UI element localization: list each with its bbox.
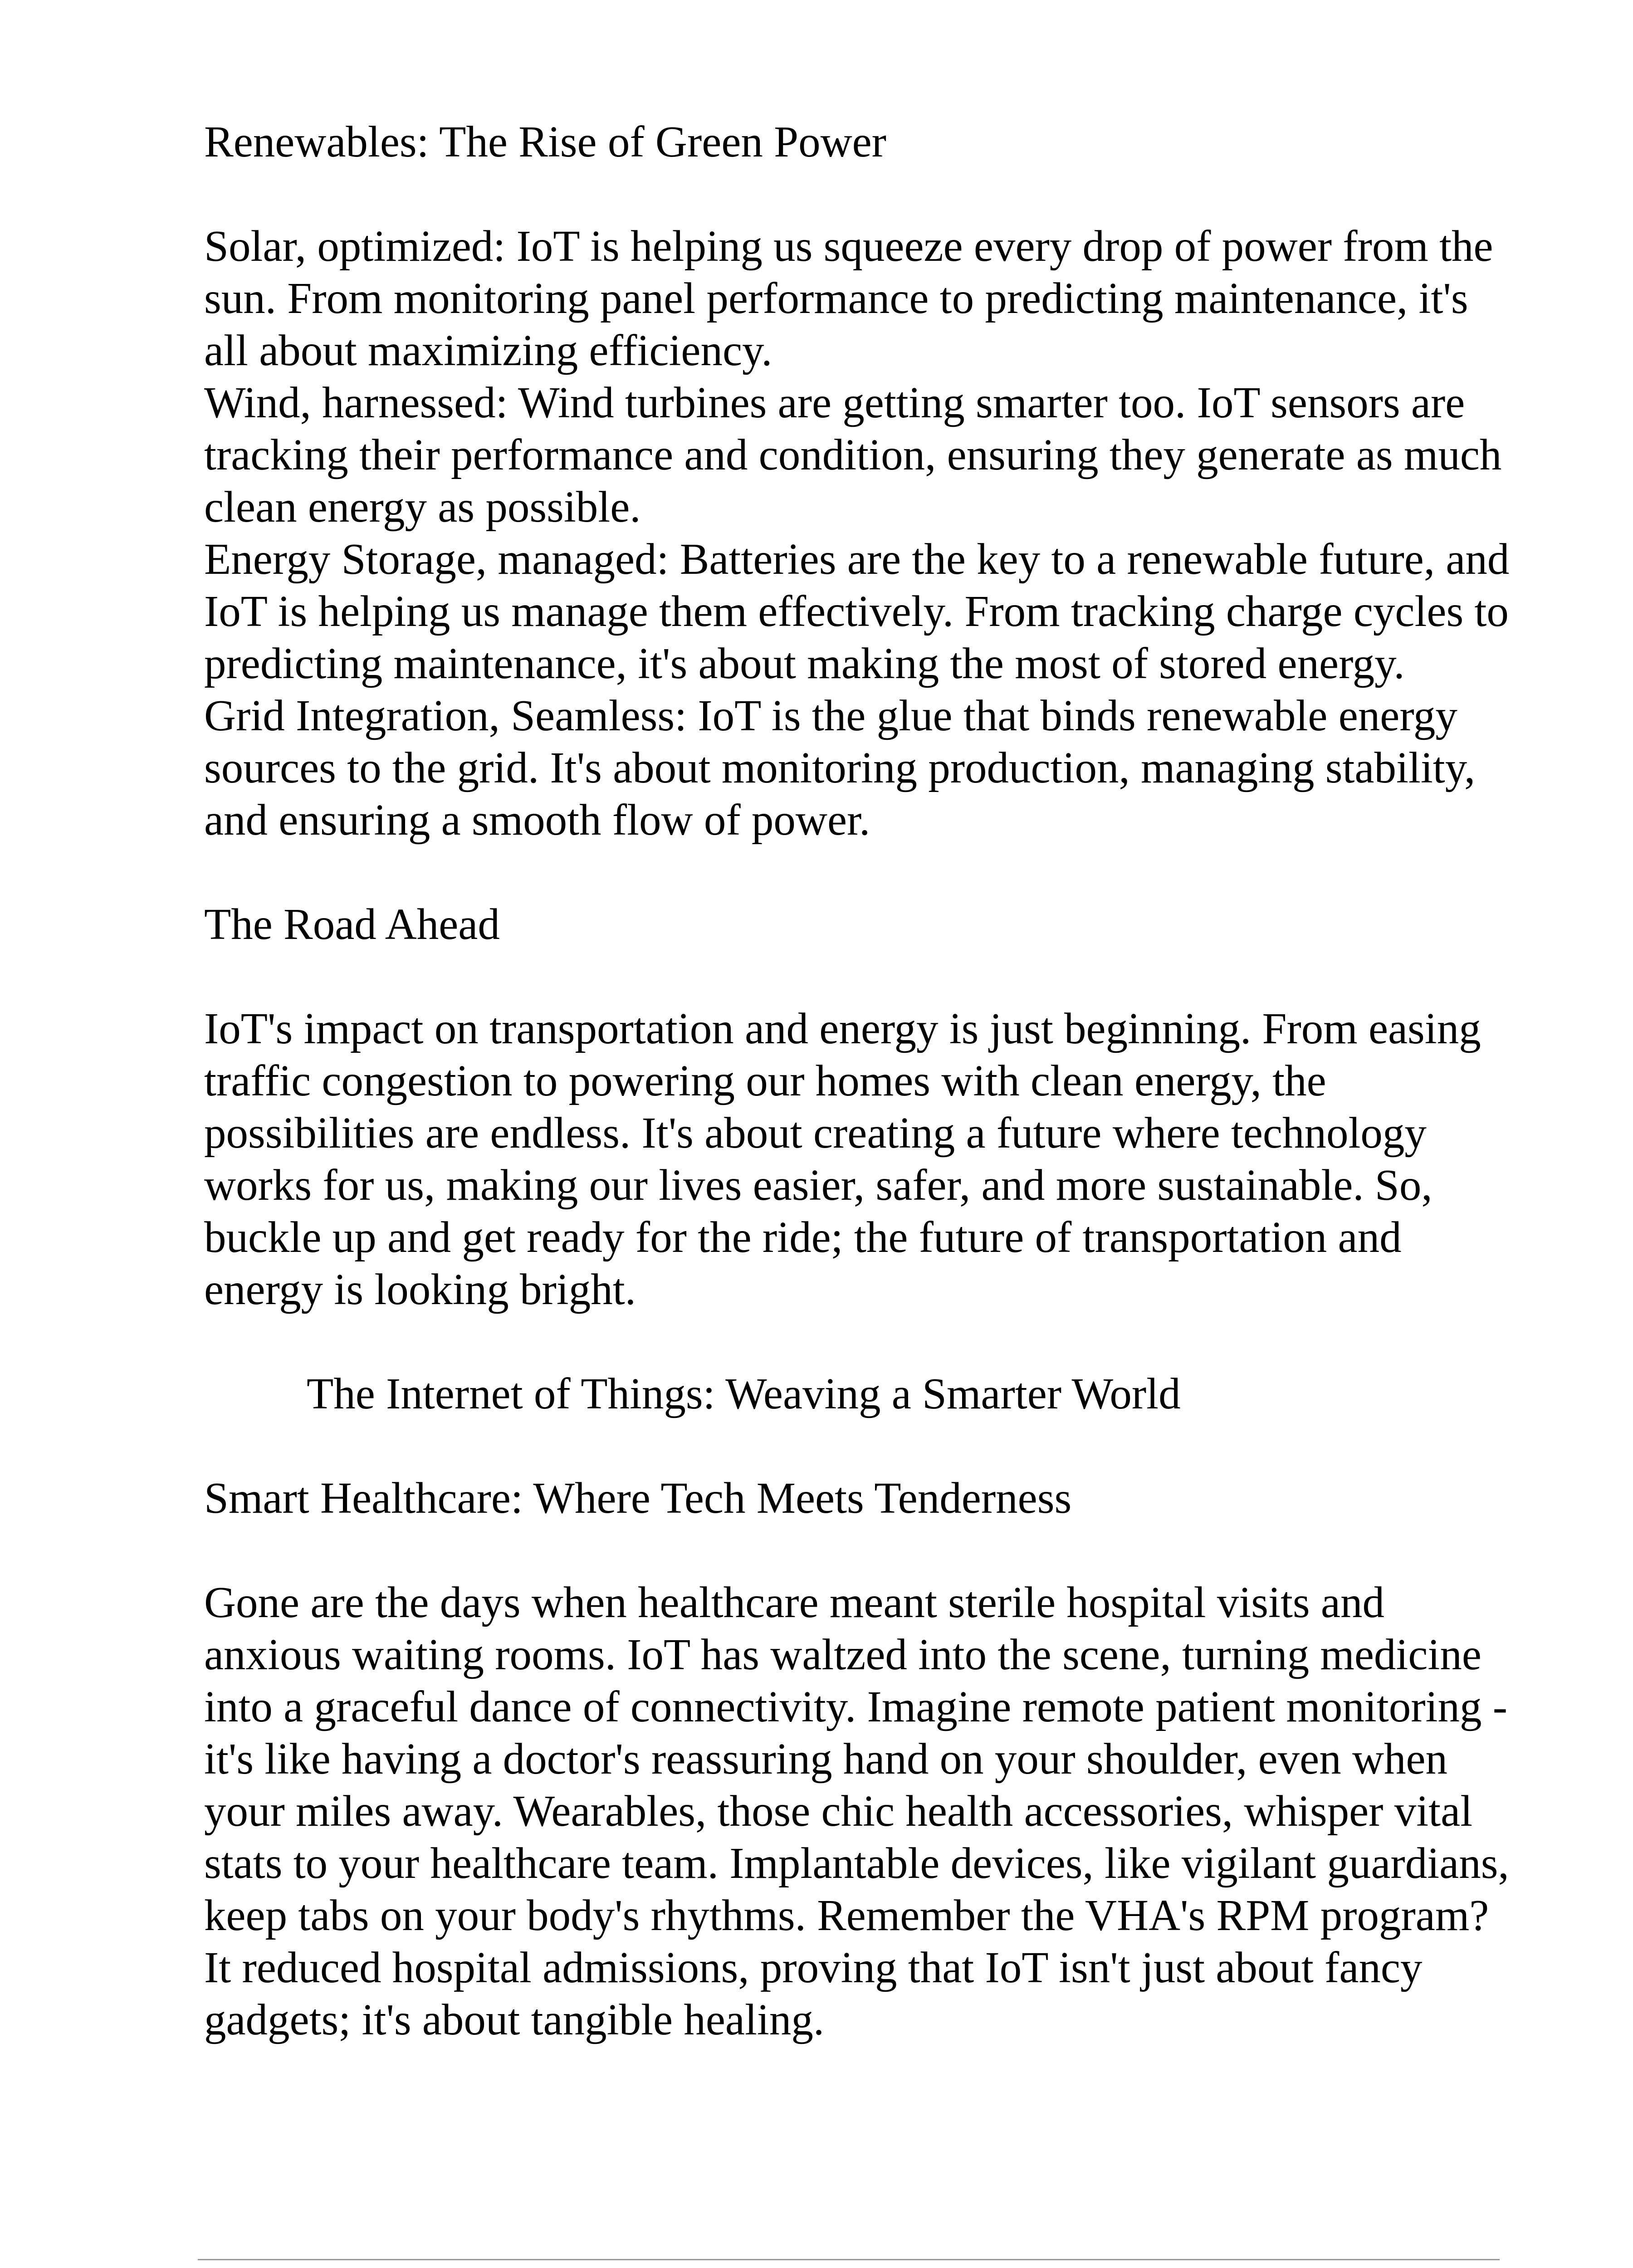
paragraph-grid-integration: Grid Integration, Seamless: IoT is the glue that binds renewable energy sources to the grid. It's about monitoring production, managing stability, and ensuring a smooth flow of power. bbox=[204, 691, 1476, 844]
paragraph-gap bbox=[204, 1420, 1511, 1472]
paragraph-gap bbox=[204, 1524, 1511, 1576]
paragraph-road-ahead: IoT's impact on transportation and energy is just beginning. From easing traffic congestion to powering our homes with clean energy, the possibilities are endless. It's about creating a future where technology works for us, making our lives easier, safer, and more sustainable. So, buckle up and get ready for the ride; the future of transportation and energy is looking bright. bbox=[204, 1004, 1481, 1314]
paragraph-gap bbox=[204, 168, 1511, 220]
footer-divider bbox=[198, 2259, 1500, 2260]
section-heading-road-ahead: The Road Ahead bbox=[204, 900, 500, 948]
paragraph-wind: Wind, harnessed: Wind turbines are getting smarter too. IoT sensors are tracking their performance and condition, ensuring they generate as much clean energy as possible. bbox=[204, 378, 1502, 531]
paragraph-energy-storage: Energy Storage, managed: Batteries are the key to a renewable future, and IoT is helping us manage them effectively. From tracking charge cycles to predicting maintenance, it's about making the most of stored energy. bbox=[204, 535, 1510, 688]
paragraph-gap bbox=[204, 950, 1511, 1002]
chapter-title: The Internet of Things: Weaving a Smarter World bbox=[307, 1369, 1181, 1418]
section-heading-smart-healthcare: Smart Healthcare: Where Tech Meets Tenderness bbox=[204, 1474, 1072, 1522]
paragraph-solar: Solar, optimized: IoT is helping us squeeze every drop of power from the sun. From monitoring panel performance to predicting maintenance, it's all about maximizing efficiency. bbox=[204, 222, 1493, 375]
paragraph-gap bbox=[204, 846, 1511, 898]
paragraph-gap bbox=[204, 1315, 1511, 1368]
page-body bbox=[204, 116, 1511, 2046]
section-heading-renewables: Renewables: The Rise of Green Power bbox=[204, 117, 886, 166]
paragraph-smart-healthcare: Gone are the days when healthcare meant sterile hospital visits and anxious waiting rooms. IoT has waltzed into the scene, turning medicine into a graceful dance of connectivity. Imagine remote patient monitoring - it's like having a doctor's reassuring hand on your shoulder, even when your miles away. Wearables, those chic health accessories, whisper vital stats to your healthcare team. Implantable devices, like vigilant guardians, keep tabs on your body's rhythms. Remember the VHA's RPM program? It reduced hospital admissions, proving that IoT isn't just about fancy gadgets; it's about tangible healing. bbox=[204, 1578, 1509, 2044]
